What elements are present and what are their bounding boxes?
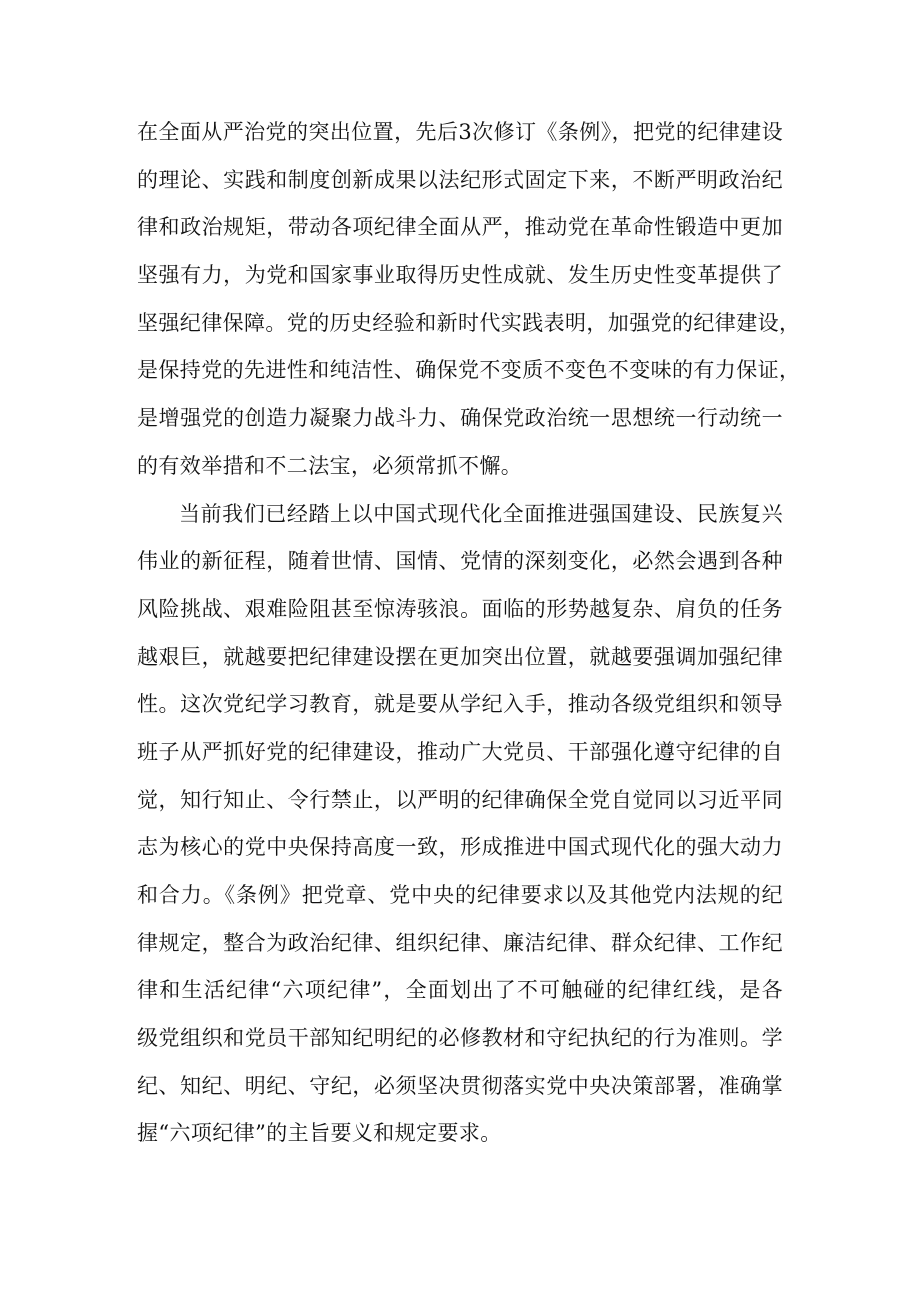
paragraph-2 <box>137 491 783 1159</box>
text-line: 风险挑战、艰难险阻甚至惊涛骇浪。面临的形势越复杂、肩负的任务 <box>137 596 783 621</box>
paragraph-1 <box>137 109 801 491</box>
text-line: 级党组织和党员干部知纪明纪的必修教材和守纪执纪的行为准则。学 <box>137 1026 783 1051</box>
text-line: 是增强党的创造力凝聚力战斗力、确保党政治统一思想统一行动统一 <box>137 406 783 431</box>
document-body <box>137 109 801 1158</box>
text-line: 志为核心的党中央保持高度一致，形成推进中国式现代化的强大动力 <box>137 835 783 860</box>
text-line: 律和生活纪律“六项纪律”，全面划出了不可触碰的纪律红线，是各 <box>137 978 783 1003</box>
text-line: 班子从严抓好党的纪律建设，推动广大党员、干部强化遵守纪律的自 <box>137 739 783 764</box>
text-line: 越艰巨，就越要把纪律建设摆在更加突出位置，就越要强调加强纪律 <box>137 644 783 669</box>
text-line: 的有效举措和不二法宝，必须常抓不懈。 <box>137 453 523 478</box>
text-line: 性。这次党纪学习教育，就是要从学纪入手，推动各级党组织和领导 <box>137 692 783 717</box>
text-line: 和合力。《条例》把党章、党中央的纪律要求以及其他党内法规的纪 <box>137 883 783 907</box>
text-line: 伟业的新征程，随着世情、国情、党情的深刻变化，必然会遇到各种 <box>137 549 783 574</box>
text-line: 是保持党的先进性和纯洁性、确保党不变质不变色不变味的有力保证， <box>137 358 801 383</box>
text-line: 握“六项纪律”的主旨要义和规定要求。 <box>137 1121 502 1146</box>
text-line: 坚强有力，为党和国家事业取得历史性成就、发生历史性变革提供了 <box>137 263 783 288</box>
text-line: 律和政治规矩，带动各项纪律全面从严，推动党在革命性锻造中更加 <box>137 215 783 240</box>
text-line: 纪、知纪、明纪、守纪，必须坚决贯彻落实党中央决策部署，准确掌 <box>137 1073 783 1098</box>
text-line: 的理论、实践和制度创新成果以法纪形式固定下来，不断严明政治纪 <box>137 167 783 192</box>
text-line: 当前我们已经踏上以中国式现代化全面推进强国建设、民族复兴 <box>179 501 783 526</box>
text-line: 律规定，整合为政治纪律、组织纪律、廉洁纪律、群众纪律、工作纪 <box>137 930 783 955</box>
text-line: 在全面从严治党的突出位置，先后3次修订《条例》，把党的纪律建设 <box>137 120 783 144</box>
text-line: 坚强纪律保障。党的历史经验和新时代实践表明，加强党的纪律建设， <box>137 310 801 335</box>
text-line: 觉，知行知止、令行禁止，以严明的纪律确保全党自觉同以习近平同 <box>137 787 783 812</box>
